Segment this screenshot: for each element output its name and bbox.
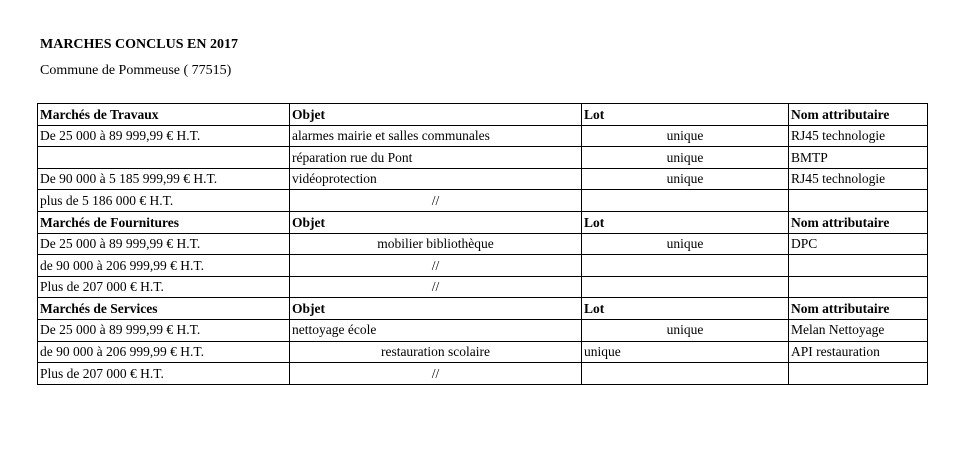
column-header-attributaire: Nom attributaire xyxy=(789,298,928,320)
table-row xyxy=(38,276,928,298)
table-row xyxy=(38,190,928,212)
table-row xyxy=(38,233,928,255)
lot-cell: unique xyxy=(582,125,789,147)
objet-cell: // xyxy=(290,190,582,212)
tranche-cell: Plus de 207 000 € H.T. xyxy=(38,276,290,298)
column-header-lot: Lot xyxy=(582,298,789,320)
table-row xyxy=(38,255,928,277)
tranche-cell: De 90 000 à 5 185 999,99 € H.T. xyxy=(38,168,290,190)
column-header-objet: Objet xyxy=(290,104,582,126)
section-title: Marchés de Fournitures xyxy=(38,211,290,233)
tranche-cell: plus de 5 186 000 € H.T. xyxy=(38,190,290,212)
attributaire-cell: API restauration xyxy=(789,341,928,363)
tranche-cell: De 25 000 à 89 999,99 € H.T. xyxy=(38,125,290,147)
attributaire-cell: DPC xyxy=(789,233,928,255)
table-row xyxy=(38,363,928,385)
table-row xyxy=(38,125,928,147)
lot-cell: unique xyxy=(582,233,789,255)
attributaire-cell xyxy=(789,255,928,277)
tranche-cell: De 25 000 à 89 999,99 € H.T. xyxy=(38,319,290,341)
section-title: Marchés de Services xyxy=(38,298,290,320)
attributaire-cell: Melan Nettoyage xyxy=(789,319,928,341)
document-subtitle: Commune de Pommeuse ( 77515) xyxy=(40,63,232,78)
table-row xyxy=(38,168,928,190)
objet-cell: // xyxy=(290,255,582,277)
section-header-row xyxy=(38,298,928,320)
table-row xyxy=(38,341,928,363)
lot-cell xyxy=(582,255,789,277)
tranche-cell: De 25 000 à 89 999,99 € H.T. xyxy=(38,233,290,255)
objet-cell: // xyxy=(290,276,582,298)
attributaire-cell xyxy=(789,190,928,212)
objet-cell: nettoyage école xyxy=(290,319,582,341)
objet-cell: vidéoprotection xyxy=(290,168,582,190)
section-title: Marchés de Travaux xyxy=(38,104,290,126)
objet-cell: alarmes mairie et salles communales xyxy=(290,125,582,147)
column-header-attributaire: Nom attributaire xyxy=(789,104,928,126)
lot-cell: unique xyxy=(582,341,789,363)
attributaire-cell xyxy=(789,363,928,385)
objet-cell: réparation rue du Pont xyxy=(290,147,582,169)
objet-cell: // xyxy=(290,363,582,385)
lot-cell xyxy=(582,276,789,298)
attributaire-cell xyxy=(789,276,928,298)
contracts-table xyxy=(37,103,928,385)
tranche-cell: Plus de 207 000 € H.T. xyxy=(38,363,290,385)
attributaire-cell: RJ45 technologie xyxy=(789,168,928,190)
lot-cell xyxy=(582,363,789,385)
column-header-lot: Lot xyxy=(582,104,789,126)
section-header-row xyxy=(38,211,928,233)
table-row xyxy=(38,319,928,341)
lot-cell: unique xyxy=(582,319,789,341)
objet-cell: mobilier bibliothèque xyxy=(290,233,582,255)
lot-cell: unique xyxy=(582,147,789,169)
column-header-objet: Objet xyxy=(290,211,582,233)
lot-cell: unique xyxy=(582,168,789,190)
document-title: MARCHES CONCLUS EN 2017 xyxy=(40,37,238,52)
attributaire-cell: RJ45 technologie xyxy=(789,125,928,147)
tranche-cell: de 90 000 à 206 999,99 € H.T. xyxy=(38,255,290,277)
attributaire-cell: BMTP xyxy=(789,147,928,169)
section-header-row xyxy=(38,104,928,126)
objet-cell: restauration scolaire xyxy=(290,341,582,363)
tranche-cell: de 90 000 à 206 999,99 € H.T. xyxy=(38,341,290,363)
column-header-lot: Lot xyxy=(582,211,789,233)
column-header-objet: Objet xyxy=(290,298,582,320)
table-row xyxy=(38,147,928,169)
lot-cell xyxy=(582,190,789,212)
tranche-cell xyxy=(38,147,290,169)
column-header-attributaire: Nom attributaire xyxy=(789,211,928,233)
